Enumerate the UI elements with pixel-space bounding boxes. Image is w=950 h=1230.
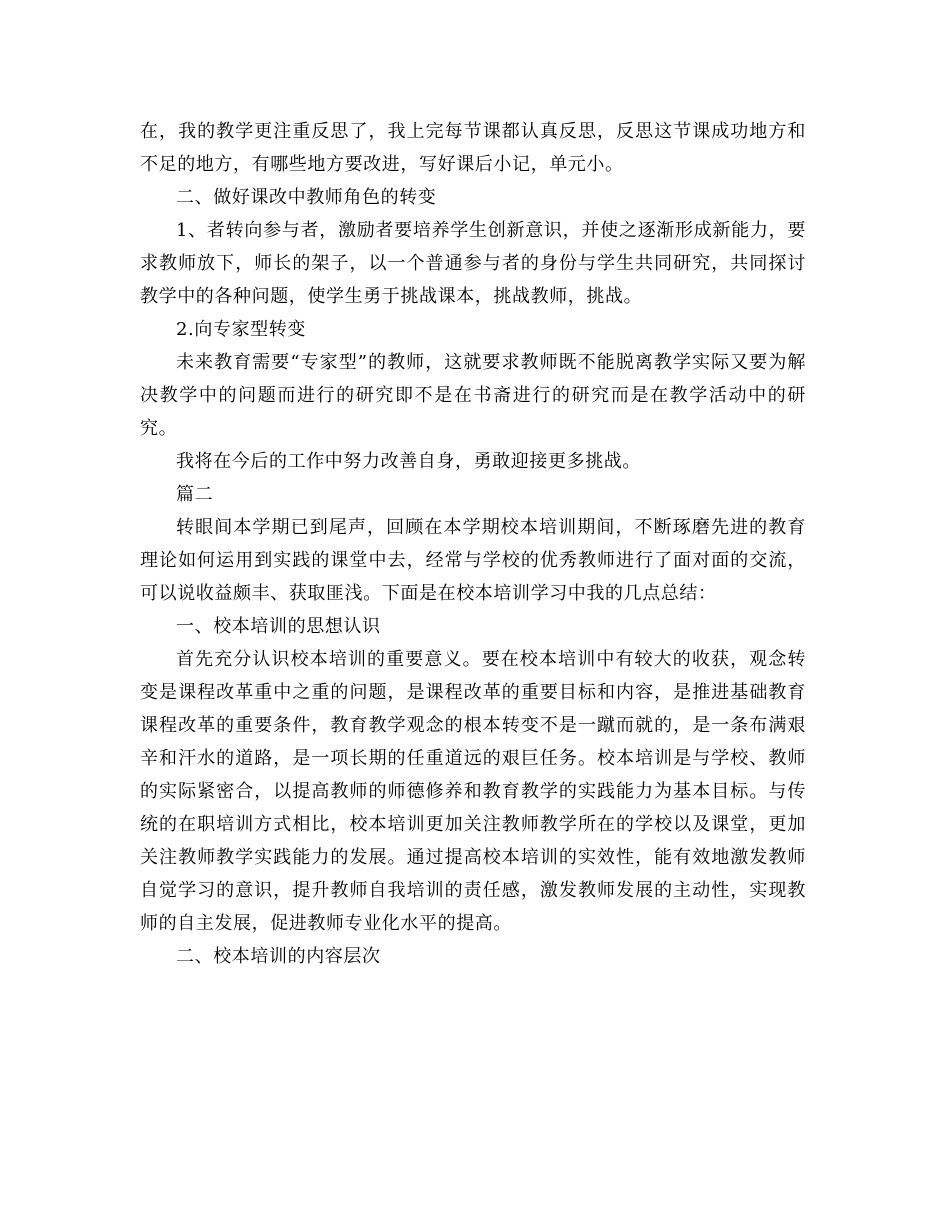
paragraph: 在，我的教学更注重反思了，我上完每节课都认真反思，反思这节课成功地方和不足的地方，有哪些地方要改进，写好课后小记，单元小。 (140, 121, 806, 175)
paragraph: 我将在今后的工作中努力改善自身，勇敢迎接更多挑战。 (176, 451, 641, 472)
paragraph: 首先充分认识校本培训的重要意义。要在校本培训中有较大的收获，观念转变是课程改革重中之重的问题，是课程改革的重要目标和内容，是推进基础教育课程改革的重要条件，教育教学观念的根本转变不是一蹴而就的，是一条布满艰辛和汗水的道路，是一项长期的任重道远的艰巨任务。校本培训是与学校、教师的实际紧密合，以提高教师的师德修养和教育教学的实践能力为基本目标。与传统的在职培训方式相比，校本培训更加关注教师教学所在的学校以及课堂，更加关注教师教学实践能力的发展。通过提高校本培训的实效性，能有效地激发教师自觉学习的意识，提升教师自我培训的责任感，激发教师发展的主动性，实现教师的自主发展，促进教师专业化水平的提高。 (140, 649, 806, 934)
document-body (140, 115, 806, 973)
paragraph: 未来教育需要“专家型”的教师，这就要求教师既不能脱离教学实际又要为解决教学中的问题而进行的研究即不是在书斋进行的研究而是在教学活动中的研究。 (140, 352, 806, 439)
section-heading: 一、校本培训的思想认识 (176, 616, 381, 637)
paragraph: 1、者转向参与者，激励者要培养学生创新意识，并使之逐渐形成新能力，要求教师放下，师长的架子，以一个普通参与者的身份与学生共同研究，共同探讨教学中的各种问题，使学生勇于挑战课本，挑战教师，挑战。 (140, 220, 806, 307)
section-heading: 二、校本培训的内容层次 (176, 946, 381, 967)
chapter-heading: 篇二 (176, 484, 214, 505)
section-heading: 二、做好课改中教师角色的转变 (176, 187, 437, 208)
subsection-heading: 2.向专家型转变 (176, 319, 306, 340)
paragraph: 转眼间本学期已到尾声，回顾在本学期校本培训期间，不断琢磨先进的教育理论如何运用到实践的课堂中去，经常与学校的优秀教师进行了面对面的交流，可以说收益颇丰、获取匪浅。下面是在校本培训学习中我的几点总结： (140, 517, 806, 604)
